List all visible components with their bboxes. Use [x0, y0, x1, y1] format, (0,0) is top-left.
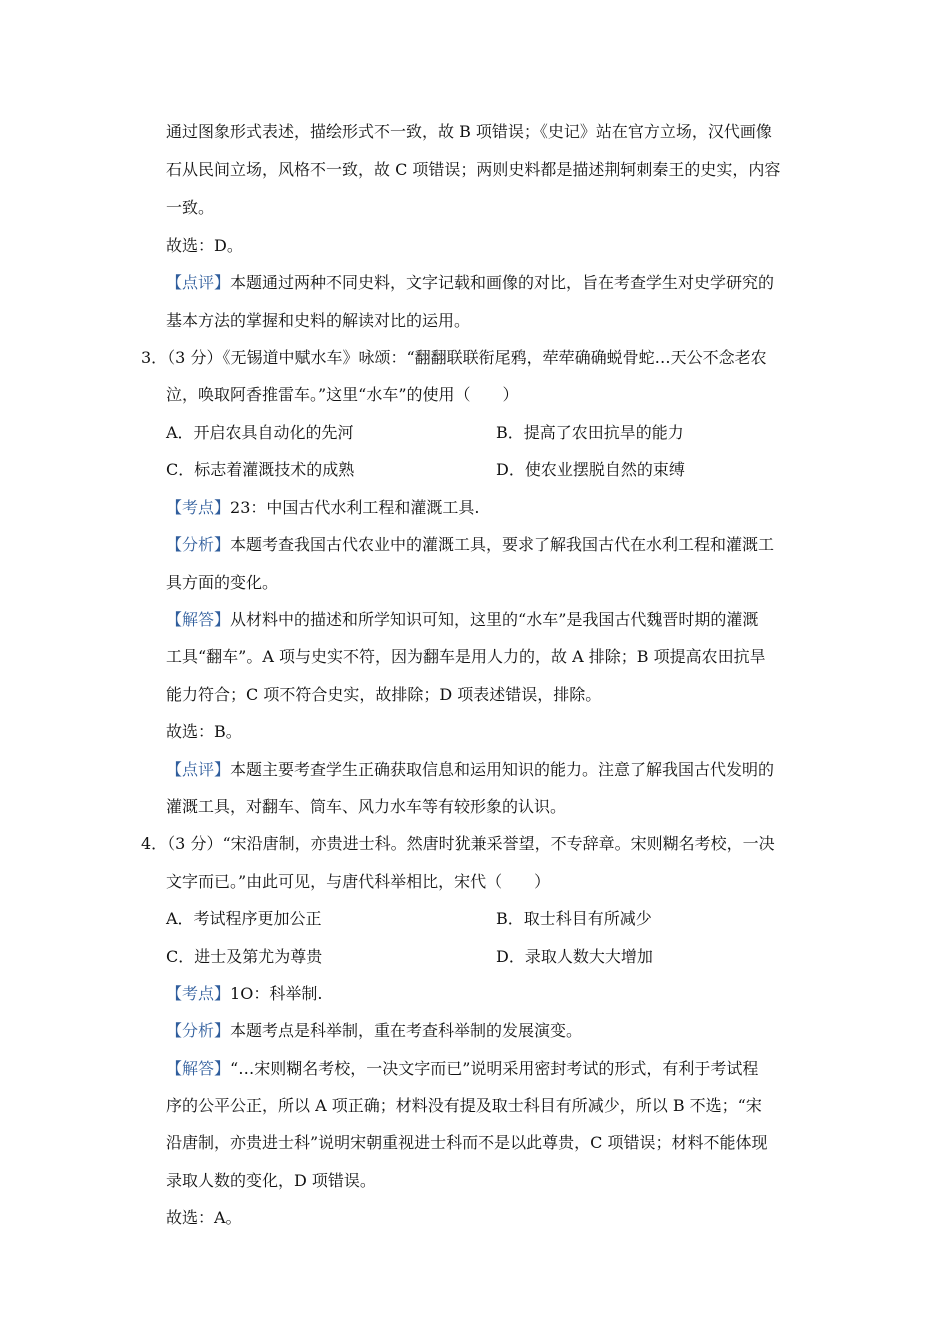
q3-comment-line-1: [166, 759, 774, 781]
q4-stem-line-2: 文字而已。”由此可见，与唐代科举相比，宋代（ ）: [166, 872, 551, 891]
q4-stem-line-1: 4．（3 分）“宋沿唐制，亦贵进士科。然唐时犹兼采誉望，不专辞章。宋则糊名考校，一决: [141, 834, 775, 853]
q3-stem-line-1: 3．（3 分）《无锡道中赋水车》咏颂：“翻翻联联衔尾鸦，荦荦确确蜕骨蛇…天公不念老农: [141, 348, 767, 367]
q4-option-b: B．取士科目有所减少: [496, 909, 652, 928]
fenxi-tag: 【分析】: [166, 1021, 231, 1040]
q4-answer: 故选：A。: [166, 1208, 242, 1227]
q2-answer: 故选：D。: [166, 236, 243, 255]
q3-option-b: B．提高了农田抗旱的能力: [496, 423, 684, 442]
q3-option-a: A．开启农具自动化的先河: [166, 423, 354, 442]
q4-jieda-line-1: [166, 1058, 758, 1080]
jieda-tag: 【解答】: [166, 1059, 231, 1078]
q2-comment-line-1: [166, 272, 774, 294]
q3-kaodian-text: 23：中国古代水利工程和灌溉工具.: [230, 498, 480, 517]
q2-analysis-line-2: 石从民间立场，风格不一致，故 C 项错误；两则史料都是描述荆轲刺秦王的史实，内容: [166, 160, 781, 179]
q2-comment-line-2: 基本方法的掌握和史料的解读对比的运用。: [166, 311, 471, 330]
q2-comment-text-1: 本题通过两种不同史料，文字记载和画像的对比，旨在考查学生对史学研究的: [230, 273, 775, 292]
q4-kaodian-text: 1O：科举制.: [230, 984, 323, 1003]
q3-jieda-text-1: 从材料中的描述和所学知识可知，这里的“水车”是我国古代魏晋时期的灌溉: [230, 610, 759, 629]
comment-tag: 【点评】: [166, 273, 231, 292]
q4-option-a: A．考试程序更加公正: [166, 909, 322, 928]
q3-fenxi-line-1: [166, 534, 774, 556]
q3-jieda-line-1: [166, 609, 758, 631]
q4-fenxi-text: 本题考点是科举制，重在考查科举制的发展演变。: [230, 1021, 583, 1040]
q3-jieda-line-3: 能力符合；C 项不符合史实，故排除；D 项表述错误，排除。: [166, 685, 602, 704]
q3-kaodian: [166, 497, 479, 519]
q3-jieda-line-2: 工具“翻车”。A 项与史实不符，因为翻车是用人力的，故 A 排除；B 项提高农田抗旱: [166, 647, 766, 666]
q3-answer: 故选：B。: [166, 722, 242, 741]
q3-comment-line-2: 灌溉工具，对翻车、筒车、风力水车等有较形象的认识。: [166, 797, 567, 816]
q3-stem-line-2: 泣，唤取阿香推雷车。”这里“水车”的使用（ ）: [166, 385, 519, 404]
q4-kaodian: [166, 983, 322, 1005]
q4-fenxi: [166, 1020, 582, 1042]
q4-option-c: C．进士及第尤为尊贵: [166, 947, 323, 966]
q2-analysis-line-3: 一致。: [166, 198, 215, 217]
q3-option-d: D．使农业摆脱自然的束缚: [496, 460, 685, 479]
fenxi-tag: 【分析】: [166, 535, 231, 554]
q3-fenxi-line-2: 具方面的变化。: [166, 573, 279, 592]
q4-option-d: D．录取人数大大增加: [496, 947, 653, 966]
q4-jieda-line-4: 录取人数的变化，D 项错误。: [166, 1171, 376, 1190]
kaodian-tag: 【考点】: [166, 984, 231, 1003]
q4-jieda-line-2: 序的公平公正，所以 A 项正确；材料没有提及取士科目有所减少，所以 B 不选；“宋: [166, 1096, 762, 1115]
q3-comment-text-1: 本题主要考查学生正确获取信息和运用知识的能力。注意了解我国古代发明的: [230, 760, 775, 779]
kaodian-tag: 【考点】: [166, 498, 231, 517]
comment-tag: 【点评】: [166, 760, 231, 779]
q4-jieda-line-3: 沿唐制，亦贵进士科”说明宋朝重视进士科而不是以此尊贵，C 项错误；材料不能体现: [166, 1133, 768, 1152]
q3-option-c: C．标志着灌溉技术的成熟: [166, 460, 355, 479]
q4-jieda-text-1: “…宋则糊名考校，一决文字而已”说明采用密封考试的形式，有利于考试程: [230, 1059, 759, 1078]
jieda-tag: 【解答】: [166, 610, 231, 629]
q3-fenxi-text-1: 本题考查我国古代农业中的灌溉工具，要求了解我国古代在水利工程和灌溉工: [230, 535, 775, 554]
q2-analysis-line-1: 通过图象形式表述，描绘形式不一致，故 B 项错误；《史记》站在官方立场，汉代画像: [166, 122, 772, 141]
